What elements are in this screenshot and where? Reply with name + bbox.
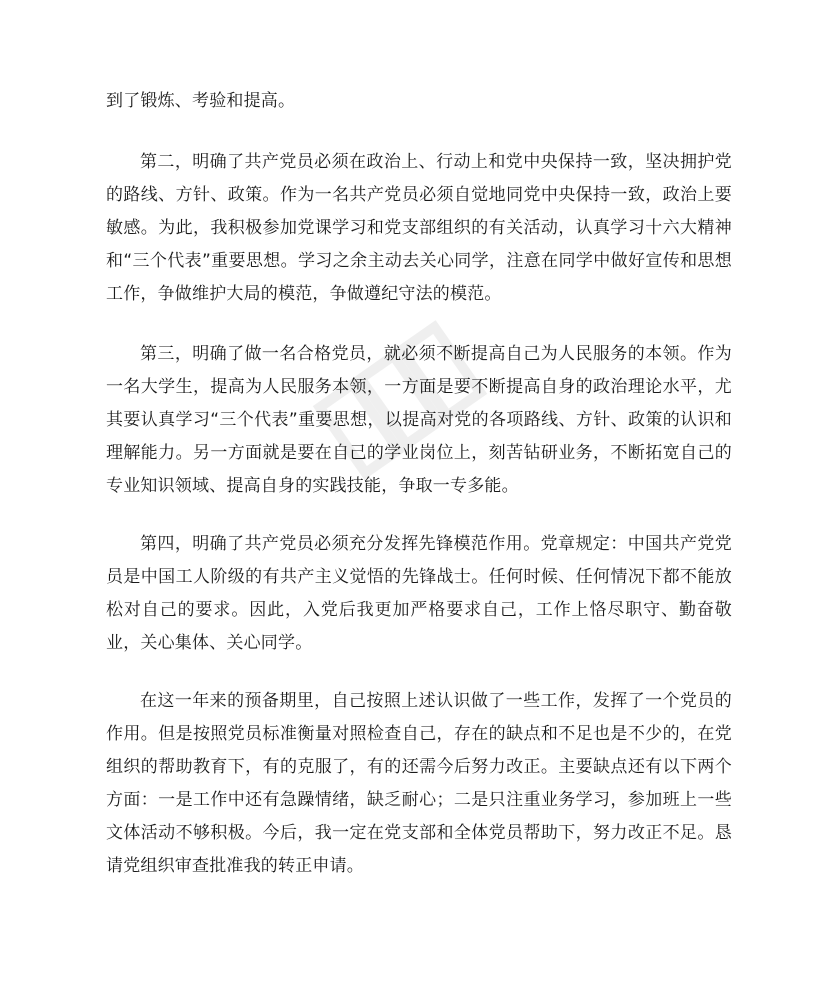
paragraph-second-point: 第二，明确了共产党员必须在政治上、行动上和党中央保持一致，坚决拥护党的路线、方针、政策。作为一名共产党员必须自觉地同党中央保持一致，政治上要敏感。为此，我积极参加党课学习和党支部组织的有关活动，认真学习十六大精神和“三个代表”重要思想。学习之余主动去关心同学，注意在同学中做好宣传和思想工作，争做维护大局的模范，争做遵纪守法的模范。	[106, 152, 732, 304]
paragraph-continuation: 到了锻炼、考验和提高。	[106, 91, 296, 111]
paragraph-third-point: 第三，明确了做一名合格党员，就必须不断提高自己为人民服务的本领。作为一名大学生，提高为人民服务本领，一方面是要不断提高自身的政治理论水平，尤其要认真学习“三个代表”重要思想，以提高对党的各项路线、方针、政策的认识和理解能力。另一方面就是要在自己的学业岗位上，刻苦钻研业务，不断拓宽自己的专业知识领域、提高自身的实践技能，争取一专多能。	[106, 344, 732, 496]
paragraph-summary: 在这一年来的预备期里，自己按照上述认识做了一些工作，发挥了一个党员的作用。但是按照党员标准衡量对照检查自己，存在的缺点和不足也是不少的，在党组织的帮助教育下，有的克服了，有的还需今后努力改正。主要缺点还有以下两个方面：一是工作中还有急躁情绪，缺乏耐心；二是只注重业务学习，参加班上一些文体活动不够积极。今后，我一定在党支部和全体党员帮助下，努力改正不足。恳请党组织审查批准我的转正申请。	[106, 691, 732, 876]
paragraph-fourth-point: 第四，明确了共产党员必须充分发挥先锋模范作用。党章规定：中国共产党党员是中国工人阶级的有共产主义觉悟的先锋战士。任何时候、任何情况下都不能放松对自己的要求。因此，入党后我更加严格要求自己，工作上恪尽职守、勤奋敬业，关心集体、关心同学。	[106, 534, 732, 653]
